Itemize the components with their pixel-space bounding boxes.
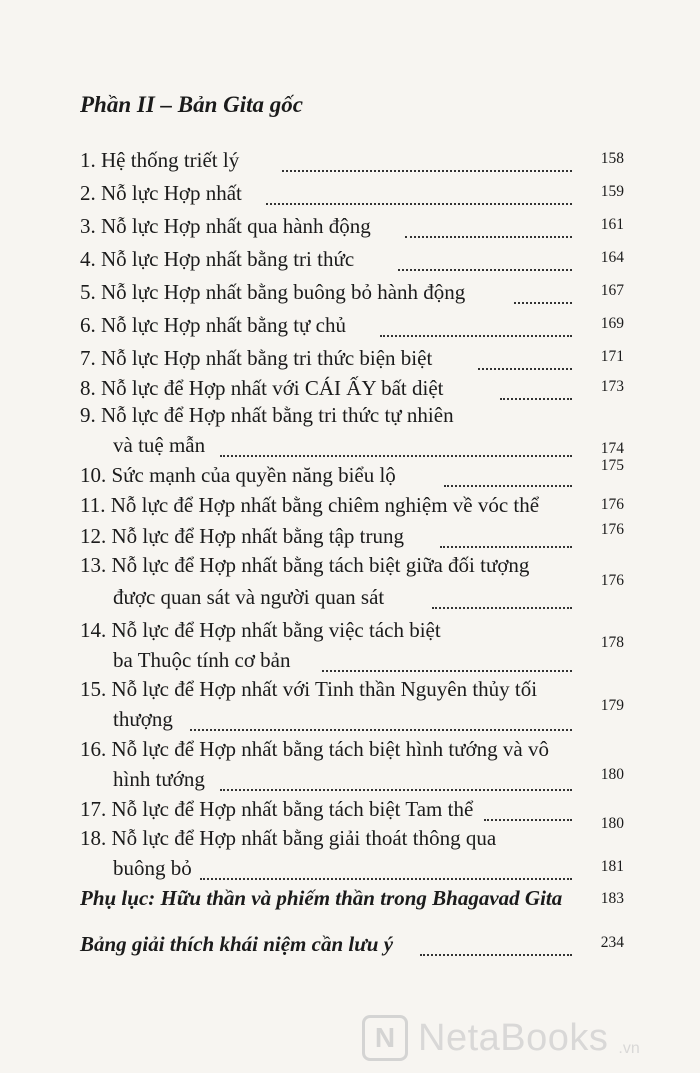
netabooks-logo-icon: N — [362, 1015, 408, 1061]
toc-entry-4[interactable] — [80, 247, 354, 272]
page-number: 159 — [600, 183, 624, 200]
entry-text: buông bỏ — [113, 856, 192, 880]
page-number: 175 — [600, 457, 624, 474]
toc-entry-9[interactable] — [80, 403, 454, 428]
leader-dots — [514, 302, 572, 304]
toc-entry-13[interactable] — [80, 553, 529, 578]
toc-entry-18-cont — [113, 856, 192, 881]
page-number: 179 — [600, 697, 624, 714]
page-number: 167 — [600, 282, 624, 299]
leader-dots — [478, 368, 572, 370]
toc-entry-7[interactable] — [80, 346, 432, 371]
entry-text: 4. Nỗ lực Hợp nhất bằng tri thức — [80, 247, 355, 271]
page-number: 180 — [600, 766, 624, 783]
page-number: 180 — [600, 815, 624, 832]
appendix-entry-glossary[interactable] — [80, 932, 393, 957]
toc-entry-16[interactable] — [80, 737, 549, 762]
netabooks-watermark — [362, 1008, 692, 1068]
entry-text: 5. Nỗ lực Hợp nhất bằng buông bỏ hành động — [80, 280, 466, 304]
page-number: 176 — [600, 572, 624, 589]
leader-dots — [190, 729, 572, 731]
leader-dots — [444, 485, 572, 487]
toc-entry-2[interactable] — [80, 181, 242, 206]
leader-dots — [380, 335, 572, 337]
entry-text: hình tướng — [113, 767, 205, 791]
toc-entry-14-cont — [113, 648, 291, 673]
page-number: 161 — [600, 216, 624, 233]
leader-dots — [484, 819, 572, 821]
leader-dots — [405, 236, 572, 238]
page-number: 174 — [600, 440, 624, 457]
entry-text: 7. Nỗ lực Hợp nhất bằng tri thức biện biệt — [80, 346, 433, 370]
entry-text: thượng — [113, 707, 173, 731]
leader-dots — [398, 269, 572, 271]
entry-text: 3. Nỗ lực Hợp nhất qua hành động — [80, 214, 371, 238]
watermark-brand: NetaBooks — [418, 1016, 609, 1059]
page-number: 169 — [600, 315, 624, 332]
leader-dots — [220, 455, 572, 457]
entry-text: 2. Nỗ lực Hợp nhất — [80, 181, 242, 205]
toc-entry-16-cont — [113, 767, 205, 792]
entry-text: 10. Sức mạnh của quyền năng biểu lộ — [80, 463, 396, 487]
toc-entry-1[interactable] — [80, 148, 239, 173]
appendix-entry-theism[interactable] — [80, 886, 562, 911]
leader-dots — [282, 170, 572, 172]
toc-entry-10[interactable] — [80, 463, 396, 488]
entry-text: 12. Nỗ lực để Hợp nhất bằng tập trung — [80, 524, 405, 548]
part-title: Phần II – Bản Gita gốc — [80, 92, 304, 117]
entry-text: 1. Hệ thống triết lý — [80, 148, 240, 172]
page-number: 171 — [600, 348, 624, 365]
entry-text: 14. Nỗ lực để Hợp nhất bằng việc tách biệt — [80, 618, 441, 642]
leader-dots — [200, 878, 572, 880]
entry-text: và tuệ mẫn — [113, 433, 206, 457]
toc-entry-8[interactable] — [80, 376, 444, 401]
entry-text: 17. Nỗ lực để Hợp nhất bằng tách biệt Tam thể — [80, 797, 474, 821]
entry-text: 18. Nỗ lực để Hợp nhất bằng giải thoát thông qua — [80, 826, 497, 850]
page-number: 176 — [600, 496, 624, 513]
toc-entry-13-cont — [113, 585, 384, 610]
page-number: 173 — [600, 378, 624, 395]
toc-entry-3[interactable] — [80, 214, 371, 239]
toc-entry-11[interactable] — [80, 493, 539, 518]
entry-text: được quan sát và người quan sát — [113, 585, 385, 609]
entry-text: ba Thuộc tính cơ bản — [113, 648, 291, 672]
toc-entry-9-cont — [113, 433, 205, 458]
page-number: 164 — [600, 249, 624, 266]
entry-text: 15. Nỗ lực để Hợp nhất với Tinh thần Nguyên thủy tối — [80, 677, 538, 701]
toc-entry-6[interactable] — [80, 313, 346, 338]
toc-entry-12[interactable] — [80, 524, 404, 549]
toc-entry-18[interactable] — [80, 826, 496, 851]
leader-dots — [220, 789, 572, 791]
entry-text: 11. Nỗ lực để Hợp nhất bằng chiêm nghiệm về vóc thể — [80, 493, 540, 517]
entry-text: Phụ lục: Hữu thần và phiếm thần trong Bhagavad Gita — [80, 886, 563, 910]
toc-entry-15-cont — [113, 707, 173, 732]
entry-text: 16. Nỗ lực để Hợp nhất bằng tách biệt hình tướng và vô — [80, 737, 549, 761]
page-number: 176 — [600, 521, 624, 538]
toc-entry-14[interactable] — [80, 618, 441, 643]
page-number: 234 — [600, 934, 624, 951]
leader-dots — [440, 546, 572, 548]
page-number: 181 — [600, 858, 624, 875]
toc-entry-5[interactable] — [80, 280, 465, 305]
page-number: 158 — [600, 150, 624, 167]
leader-dots — [500, 398, 572, 400]
entry-text: 8. Nỗ lực để Hợp nhất với CÁI ẤY bất diệt — [80, 376, 444, 400]
entry-text: Bảng giải thích khái niệm cần lưu ý — [80, 932, 394, 956]
leader-dots — [322, 670, 572, 672]
watermark-tld: .vn — [618, 1040, 640, 1057]
leader-dots — [432, 607, 572, 609]
page-number: 178 — [600, 634, 624, 651]
entry-text: 9. Nỗ lực để Hợp nhất bằng tri thức tự nhiên — [80, 403, 454, 427]
page-number: 183 — [600, 890, 624, 907]
entry-text: 13. Nỗ lực để Hợp nhất bằng tách biệt giữa đối tượng — [80, 553, 530, 577]
leader-dots — [420, 954, 572, 956]
leader-dots — [266, 203, 572, 205]
toc-entry-17[interactable] — [80, 797, 473, 822]
toc-entry-15[interactable] — [80, 677, 537, 702]
entry-text: 6. Nỗ lực Hợp nhất bằng tự chủ — [80, 313, 346, 337]
